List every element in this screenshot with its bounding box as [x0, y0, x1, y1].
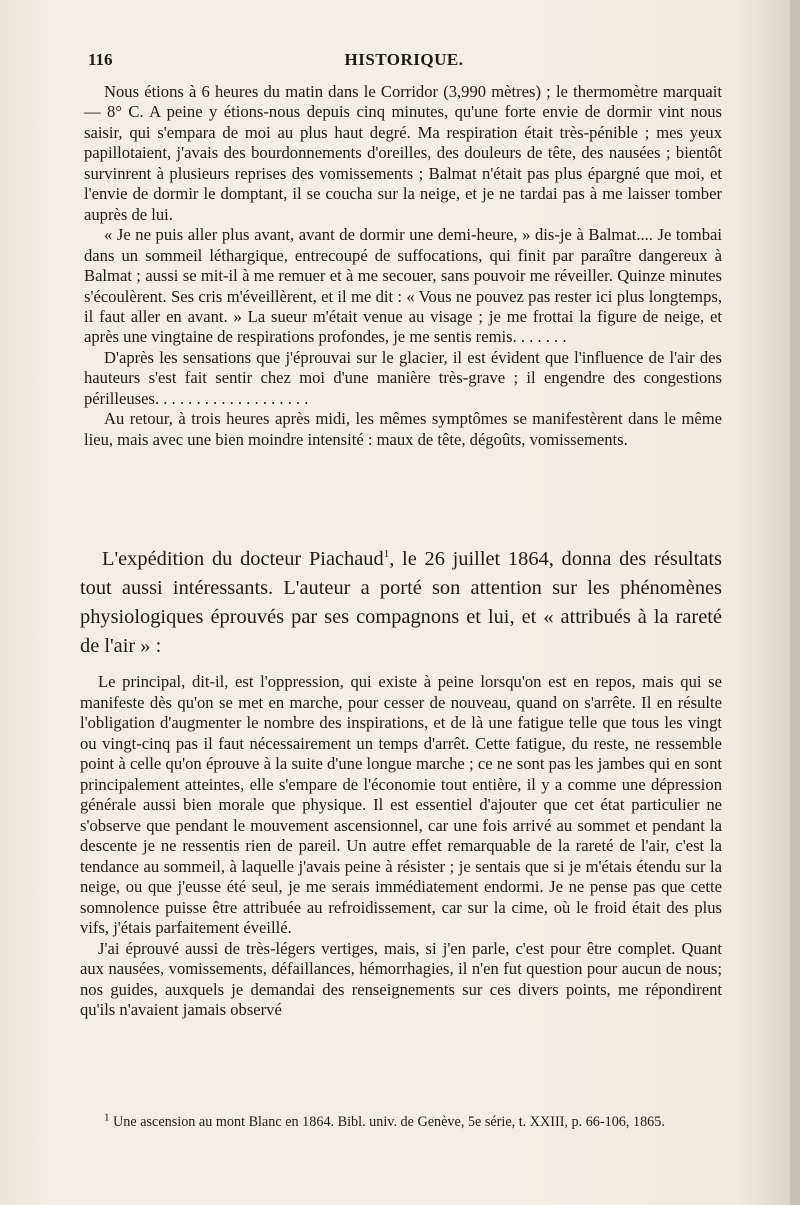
footnote-marker: 1	[104, 1111, 110, 1124]
quoted-passage	[84, 82, 722, 450]
page-number: 116	[88, 50, 113, 69]
running-title: HISTORIQUE.	[344, 50, 464, 69]
footnote-reference: 1	[383, 548, 390, 561]
body-text	[80, 672, 722, 1021]
body-paragraph: Le principal, dit-il, est l'oppression, qui existe à peine lorsqu'on est en repos, mais qui se manifeste dès qu'on se met en marche, pour cesser de nouveau, quand on s'arrête. Il en résulte l'obligation d'augmenter le nombre des inspirations, et de là une fatigue telle que tous les vingt ou vingt-cinq pas il faut nécessairement un temps d'arrêt. Cette fatigue, du reste, ne ressemble point à celle qu'on éprouve à la suite d'une longue marche ; ce ne sont pas les jambes qui en sont principalement atteintes, elle s'empare de l'économie tout entière, il y a comme une dépression générale aussi bien morale que physique. Il est essentiel d'ajouter que cet état particulier ne s'observe que pendant le mouvement ascensionnel, car une fois arrivé au sommet et pendant la descente je ne ressentis rien de pareil. Un autre effet remarquable de la rareté de l'air, c'est la tendance au sommeil, à laquelle j'avais peine à résister ; je sentais que si je m'étais étendu sur la neige, ou que j'eusse été seul, je me serais immédiatement endormi. Je ne pense pas que cette somnolence puisse être attribuée au refroidissement, car sur la cime, où le froid était des plus vifs, j'étais parfaitement éveillé.	[80, 672, 722, 937]
quote-paragraph: D'après les sensations que j'éprouvai sur le glacier, il est évident que l'influence de l'air des hauteurs s'est fait sentir chez moi d'une manière très-grave ; il engendre des congestions périlleuses. . . . . . . . . . . . . . . . . . .	[84, 347, 722, 408]
quote-paragraph: Au retour, à trois heures après midi, les mêmes symptômes se manifestèrent dans le même lieu, mais avec une bien moindre intensité : maux de tête, dégoûts, vomissements.	[84, 409, 722, 449]
quote-paragraph: « Je ne puis aller plus avant, avant de dormir une demi-heure, » dis-je à Balmat.... Je tombai dans un sommeil léthargique, entrecoupé de suffocations, qui finit par paraître dangereux à Balmat ; aussi se mit-il à me remuer et à me secouer, sans pouvoir me réveiller. Quinze minutes s'écoulèrent. Ses cris m'éveillèrent, et il me dit : « Vous ne pouvez pas rester ici plus longtemps, il faut aller en avant. » La sueur m'était venue au visage ; je me frottai la figure de neige, et après une vingtaine de respirations profondes, je me sentis remis. . . . . . .	[84, 225, 722, 347]
intro-text-start: L'expédition du docteur Piachaud	[102, 548, 384, 570]
footnote	[80, 1113, 722, 1132]
quote-paragraph: Nous étions à 6 heures du matin dans le Corridor (3,990 mètres) ; le thermomètre marquait — 8° C. A peine y étions-nous depuis cinq minutes, qu'une forte envie de dormir vint nous saisir, qui s'empara de moi au plus haut degré. Ma respiration était très-pénible ; mes yeux papillotaient, j'avais des bourdonnements d'oreilles, des douleurs de tête, des nausées ; bientôt survinrent à plusieurs reprises des vomissements ; Balmat n'était pas plus épargné que moi, et l'envie de dormir le domptant, il se coucha sur la neige, et je ne tardai pas à me laisser tomber auprès de lui.	[84, 82, 722, 224]
intro-text-end: , le 26 juillet 1864, donna des résultats tout aussi intéressants. L'auteur a porté son attention sur les phénomènes physiologiques éprouvés par ses compagnons et lui, et « attribués à la rareté de l'air » :	[80, 548, 722, 657]
footnote-text: Une ascension au mont Blanc en 1864. Bibl. univ. de Genève, 5e série, t. XXIII, p. 66-106, 1865.	[113, 1114, 665, 1130]
body-paragraph: J'ai éprouvé aussi de très-légers vertiges, mais, si j'en parle, c'est pour être complet. Quant aux nausées, vomissements, défaillances, hémorrhagies, il n'en fut question pour aucun de nous; nos guides, auxquels je demandai des renseignements sur ces divers points, me répondirent qu'ils n'avaient jamais observé	[80, 938, 722, 1019]
page-edge-shadow	[790, 0, 800, 1205]
intro-paragraph	[80, 545, 722, 661]
